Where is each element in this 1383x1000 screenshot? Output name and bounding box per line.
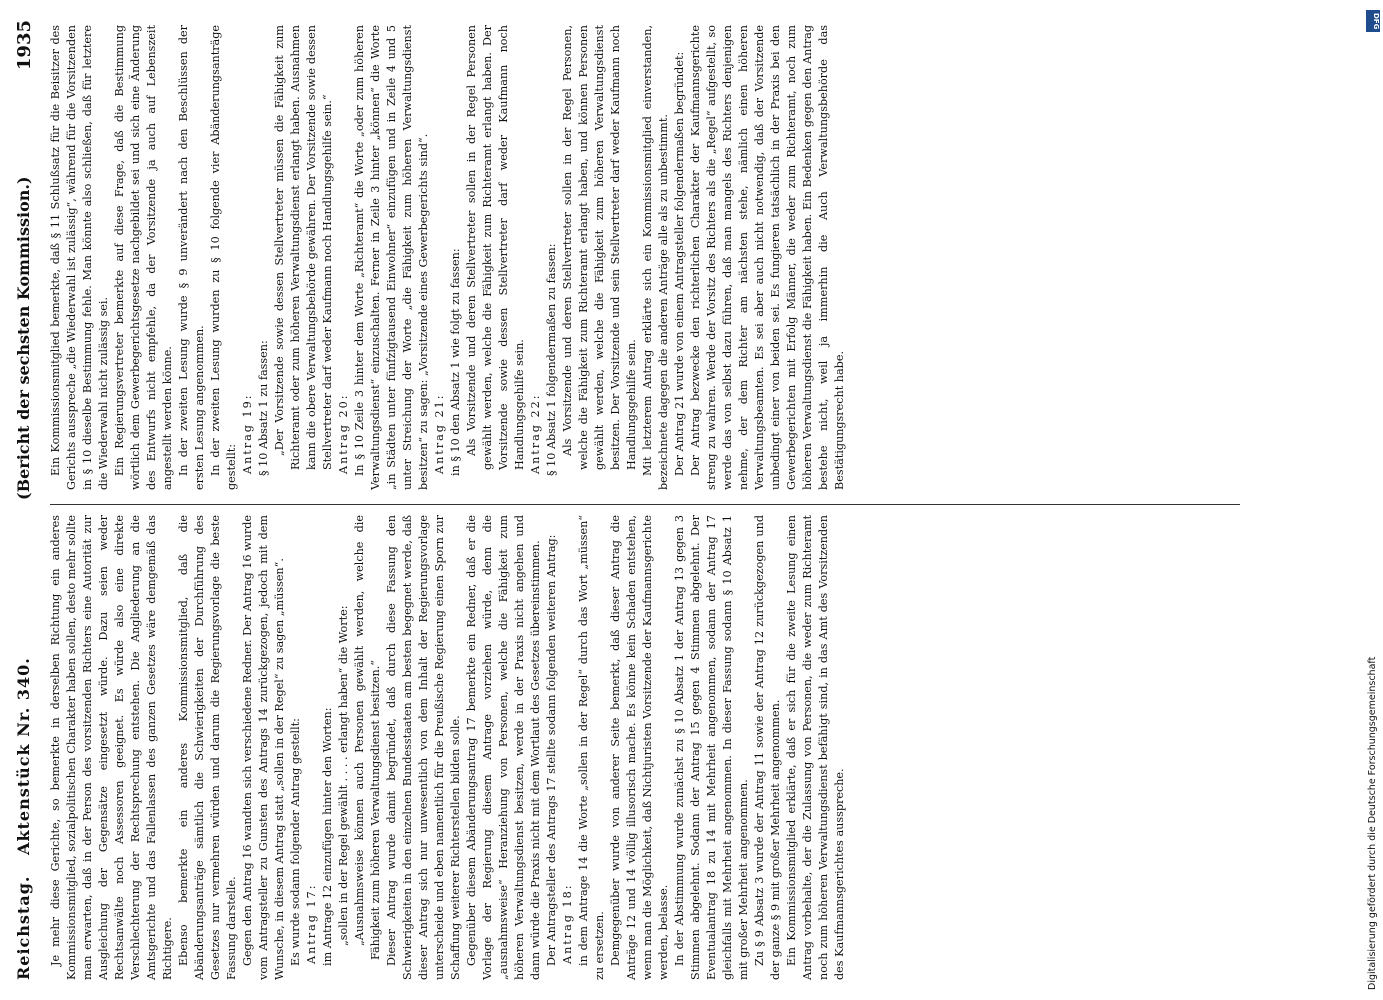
paragraph: Demgegenüber wurde von anderer Seite bemerkt, daß dieser Antrag die Anträge 12 und 14 völlig illusorisch mache. Es könne kein Schaden entstehen, wenn man die Möglichkeit, daß Nichtjuristen Vorsitzende der Kaufmannsgerichte werden, belasse. (609, 515, 670, 980)
paragraph: In der zweiten Lesung wurden zu § 10 folgende vier Abänderungsanträge gestellt: (209, 25, 238, 490)
paragraph: „Ausnahmsweise können auch Personen gewählt werden, welche die Fähigkeit zum höheren Verwaltungsdienst besitzen.“ (353, 515, 382, 960)
column-divider (50, 504, 1240, 505)
paragraph: § 10 Absatz 1 folgendermaßen zu fassen: (545, 243, 558, 476)
header-left (14, 643, 33, 980)
paragraph: Ein Regierungsvertreter bemerkte auf diese Frage, daß die Bestimmung wörtlich dem Gewerbegerichtsgesetze nachgebildet sei und sich eine Änderung des Entwurfs nicht empfehle, da der Vorsitzende ja auch auf Lebenszeit angestellt werden könne. (113, 25, 174, 490)
paragraph: Der Antrag bezwecke den richterlichen Charakter der Kaufmannsgerichte streng zu wahren. Werde der Vorsitz des Richters als die „Regel“ aufgestellt, so werde das von selbst dazu führen, daß man mangels des Richters denjenigen nehme, der dem Richter am nächsten stehe, nämlich einen höheren Verwaltungsbeamten. Es sei aber auch nicht notwendig, daß der Vorsitzende unbedingt einer von beiden sei. Es fungieren tatsächlich in der Praxis bei den Gewerbegerichten mit Erfolg Männer, die weder zum Richteramt, noch zum höheren Verwaltungsdienst die Fähigkeit haben. Ein Bedenken gegen den Antrag bestehe nicht, weil ja immerhin die Auch Verwaltungsbehörde das Bestätigungsrecht habe. (689, 25, 846, 490)
motion-label: Antrag 20: (337, 393, 350, 474)
paragraph: Als Vorsitzende und deren Stellvertreter sollen in der Regel Personen, welche die Fähigkeit zum Richteramt erlangt haben, und können Personen gewählt werden, welche die Fähigkeit zum höheren Verwaltungsdienst besitzen. Der Vorsitzende und sein Stellvertreter darf weder Kaufmann noch Handlungsgehilfe sein. (561, 25, 638, 470)
paragraph: „sollen in der Regel gewählt . . . . erlangt haben“ die Worte: (337, 605, 350, 946)
paragraph: Je mehr diese Gerichte, so bemerkte in derselben Richtung ein anderes Kommissionsmitglied, sozialpolitischen Charakter haben sollen, desto mehr sollte man erwarten, daß in der Person des vorsitzenden Richters eine Autorität zur Ausgleichung der Gegensätze eingesetzt würde. Dazu seien weder Rechtsanwälte noch Assessoren geeignet. Es würde also eine direkte Verschlechterung der Rechtsprechung entstehen. Die Angliederung an die Amtsgerichte und das Fallenlassen des ganzen Gesetzes wäre demgemäß das Richtigere. (49, 515, 174, 980)
paragraph: Es wurde sodann folgender Antrag gestellt: (289, 718, 302, 966)
paragraph: Zu § 9 Absatz 3 wurde der Antrag 11 sowie der Antrag 12 zurückgezogen und der ganze § 9 mit großer Mehrheit angenommen. (753, 515, 782, 980)
paragraph: Ein Kommissionsmitglied erklärte, daß er sich für die zweite Lesung einen Antrag vorbehalte, der die Zulassung von Personen, die weder zum Richteramt noch zum höheren Verwaltungsdienst befähigt sind, in das Amt des Vorsitzenden des Kaufmannsgerichtes ausspreche. (785, 515, 846, 980)
header-right (14, 20, 33, 500)
paragraph: in dem Antrage 14 die Worte „sollen in der Regel“ durch das Wort „müssen“ zu ersetzen. (577, 515, 606, 980)
motion-label: Antrag 17: (305, 883, 318, 964)
page-number: 1935 (14, 20, 35, 71)
paragraph: Der Antragsteller des Antrags 17 stellte sodann folgenden weiteren Antrag: (545, 534, 558, 966)
motion-label: Antrag 19: (241, 393, 254, 474)
header-reichstag: Reichstag. (14, 875, 33, 980)
paragraph: Mit letzterem Antrag erklärte sich ein Kommissionsmitglied einverstanden, bezeichnete dagegen die anderen Anträge alle als zu unbestimmt. (641, 25, 670, 490)
paragraph: Der Antrag 21 wurde von einem Antragsteller folgendermaßen begründet: (673, 51, 686, 476)
digitization-text: Digitalisierung gefördert durch die Deutsche Forschungsgemeinschaft (1367, 656, 1378, 990)
paragraph: im Antrage 12 einzufügen hinter den Worten: (321, 707, 334, 966)
paragraph: Ebenso bemerkte ein anderes Kommissionsmitglied, daß die Abänderungsanträge sämtlich die Schwierigkeiten der Durchführung des Gesetzes nur vermehren würden und darum die Regierungsvorlage die beste Fassung darstelle. (177, 515, 238, 980)
paragraph: in § 10 den Absatz 1 wie folgt zu fassen: (449, 248, 462, 476)
dfg-logo: DFG (1366, 10, 1380, 32)
digitization-note (1366, 10, 1382, 990)
paragraph: § 10 Absatz 1 zu fassen: (257, 340, 270, 476)
paragraph: In § 10 Zeile 3 hinter dem Worte „Richteramt“ die Worte „oder zum höheren Verwaltungsdienst“ einzuschalten. Ferner in Zeile 3 hinter „können“ die Worte „in Städten unter fünfzigtausend Einwohner“ einzufügen und in Zeile 4 und 5 unter Streichung der Worte „die Fähigkeit zum höheren Verwaltungsdienst besitzen“ zu sagen: „Vorsitzende eines Gewerbegerichts sind“. (353, 25, 430, 490)
paragraph: Gegen den Antrag 16 wandten sich verschiedene Redner. Der Antrag 16 wurde vom Antragsteller zu Gunsten des Antrags 14 zurückgezogen, jedoch mit dem Wunsche, in diesem Antrag statt „sollen in der Regel“ zu sagen „müssen“. (241, 515, 286, 980)
paragraph: In der Abstimmung wurde zunächst zu § 10 Absatz 1 der Antrag 13 gegen 3 Stimmen abgelehnt. Sodann der Antrag 15 gegen 4 Stimmen abgelehnt. Der Eventualantrag 18 zu 14 mit Mehrheit angenommen, sodann der Antrag 17 gleichfalls mit Mehrheit angenommen. In dieser Fassung sodann § 10 Absatz 1 mit großer Mehrheit angenommen. (673, 515, 750, 980)
paragraph: Als Vorsitzende und deren Stellvertreter sollen in der Regel Personen gewählt werden, welche die Fähigkeit zum Richteramt erlangt haben. Der Vorsitzende sowie dessen Stellvertreter darf weder Kaufmann noch Handlungsgehilfe sein. (465, 25, 526, 470)
paragraph: Gegenüber diesem Abänderungsantrag 17 bemerkte ein Redner, daß er die Vorlage der Regierung diesem Antrage vorziehen würde, denn die „ausnahmsweise“ Heranziehung von Personen, welche die Fähigkeit zum höheren Verwaltungsdienst besitzen, werde in der Praxis nicht angehen und dann würde die Praxis nicht mit dem Wortlaut des Gesetzes übereinstimmen. (465, 515, 542, 980)
left-column (48, 515, 848, 980)
paragraph: In der zweiten Lesung wurde § 9 unverändert nach den Beschlüssen der ersten Lesung angenommen. (177, 25, 206, 490)
paragraph: Dieser Antrag wurde damit begründet, daß durch diese Fassung den Schwierigkeiten in den einzelnen Bundesstaaten am besten begegnet werde, daß dieser Antrag sich nur unwesentlich von dem Inhalt der Regierungsvorlage unterscheide und eben namentlich für die Preußische Regierung einen Sporn zur Schaffung weiterer Richterstellen bilden solle. (385, 515, 462, 980)
motion-label: Antrag 18: (561, 883, 574, 964)
right-column (48, 25, 848, 490)
document-page (10, 20, 1310, 980)
paragraph: „Der Vorsitzende sowie dessen Stellvertreter müssen die Fähigkeit zum Richteramt oder zum höheren Verwaltungsdienst erlangt haben. Ausnahmen kann die obere Verwaltungsbehörde gewähren. Der Vorsitzende sowie dessen Stellvertreter darf weder Kaufmann noch Handlungsgehilfe sein.“ (273, 25, 334, 470)
motion-label: Antrag 21: (433, 393, 446, 474)
paragraph: Ein Kommissionsmitglied bemerkte, daß § 11 Schlußsatz für die Beisitzer des Gerichts ausspreche „die Wiederwahl ist zulässig“, während für die Vorsitzenden in § 10 dieselbe Bestimmung fehle. Man könnte also schließen, daß für letztere die Wiederwahl nicht zulässig sei. (49, 25, 110, 490)
motion-label: Antrag 22: (529, 393, 542, 474)
header-aktenstueck: Aktenstück Nr. 340. (14, 657, 33, 855)
header-title: (Bericht der sechsten Kommission.) (14, 176, 33, 500)
